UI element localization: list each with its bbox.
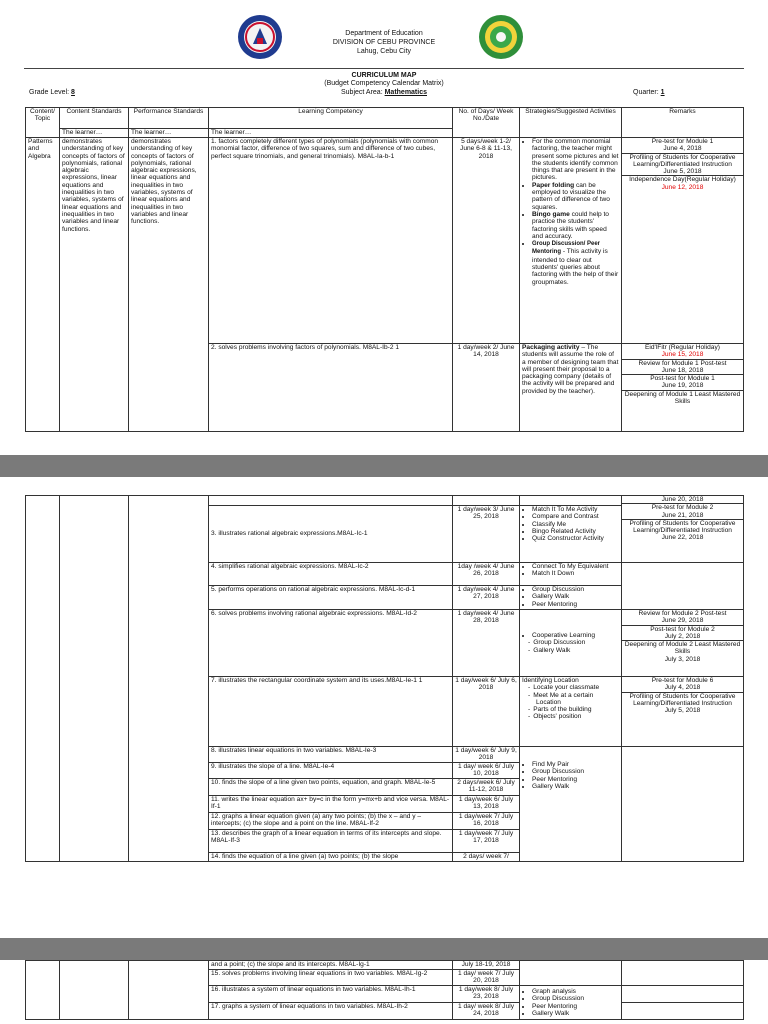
list-item: • Bingo Related Activity (532, 528, 619, 535)
list-item: • Gallery Walk (532, 1010, 619, 1017)
list-item: • Gallery Walk (532, 783, 619, 790)
days-cell: 5 days/week 1-2/ June 6-8 & 11-13, 2018 (453, 138, 520, 344)
col-header-strategies: Strategies/Suggested Activities (520, 108, 622, 138)
header-divider (24, 68, 744, 69)
strategy-list (522, 506, 619, 542)
list-item: • Connect To My Equivalent (532, 563, 619, 570)
remarks-cell (622, 563, 744, 610)
days-cell: 1 day/week 7/ July 17, 2018 (453, 830, 520, 853)
learner-label: The learner… (129, 129, 209, 138)
remark-entry: Review for Module 1 Post-test June 18, 2018 (622, 360, 743, 376)
doc-subtitle: (Budget Competency Calendar Matrix) (324, 80, 444, 87)
remarks-cell (622, 344, 744, 432)
content-standard-cell (60, 496, 129, 862)
quarter-label: Quarter: (633, 89, 659, 96)
remark-entry: Pre-test for Module 1 June 4, 2018 (622, 138, 743, 154)
learner-label: The learner… (209, 129, 453, 138)
remark-entry: Deepening of Module 2 Least Mastered Skills July 3, 2018 (624, 641, 741, 663)
list-item: - Objects' position (536, 713, 619, 720)
remark-entry: Profiling of Students for Cooperative Learning/Differentiated Instruction July 5, 2018 (629, 692, 736, 715)
list-item: • Compare and Contrast (532, 513, 619, 520)
strategies-cell (520, 496, 622, 506)
quarter (633, 89, 665, 96)
document-page-3 (0, 960, 768, 1024)
competency-cell: 9. illustrates the slope of a line. M8AL-Ie-4 (209, 763, 453, 779)
performance-standard-cell (129, 496, 209, 862)
list-item: • Group Discussion (532, 995, 619, 1002)
content-standard-cell: demonstrates understanding of key concepts of factors of polynomials, rational algebraic expressions, linear equations and inequalities in two variables, systems of linear equations and inequalities in two variables and linear functions. (60, 138, 129, 432)
strategies-cell (520, 747, 622, 862)
strategy-list (522, 563, 619, 578)
strategy-list (522, 988, 619, 1017)
list-item: • Group Discussion (532, 768, 619, 775)
learner-label: The learner… (60, 129, 129, 138)
strategies-cell (520, 506, 622, 563)
competency-cell: 15. solves problems involving linear equations in two variables. M8AL-Ig-2 (209, 970, 453, 986)
competency-cell: 6. solves problems involving rational algebraic expressions. M8AL-Id-2 (209, 610, 453, 677)
competency-cell: 7. illustrates the rectangular coordinate system and its uses.M8AL-Ie-1 1 (209, 677, 453, 747)
days-cell: 1 day/week 2/ June 14, 2018 (453, 344, 520, 432)
col-header-competency: Learning Competency (209, 108, 453, 129)
topic-cell (26, 961, 60, 1020)
competency-cell: 10. finds the slope of a line given two points, equation, and graph. M8AL-Ie-5 (209, 779, 453, 796)
strategy-sublist (522, 684, 619, 720)
list-item: - Gallery Walk (536, 647, 619, 654)
strategy-list (522, 632, 619, 639)
list-item: • For the common monomial factoring, the teacher might present some pictures and let the students identify common things that are present in the pictures. (532, 138, 619, 182)
days-cell: 1 day/week 8/ July 23, 2018 (453, 986, 520, 1003)
content-standard-cell (60, 961, 129, 1020)
remark-entry-holiday: Eid'lFitr (Regular Holiday) June 15, 2018 (622, 344, 743, 360)
topic-cell: Patterns and Algebra (26, 138, 60, 432)
competency-cell: 8. illustrates linear equations in two variables. M8AL-Ie-3 (209, 747, 453, 763)
list-item: - Meet Me at a certain Location (536, 692, 619, 707)
days-cell: July 18-19, 2018 (453, 961, 520, 970)
days-cell: 1 day/ week 7/ July 20, 2018 (453, 970, 520, 986)
strategies-cell: Packaging activity – The students will assume the role of a member of designing team that will present their proposal to a packaging company (details of the activity will be prepared and provided by the teacher). (520, 344, 622, 432)
col-header-days: No. of Days/ Week No./Date (453, 108, 520, 138)
document-page-2 (0, 477, 768, 938)
days-cell: 1 day/ week 8/ July 24, 2018 (453, 1003, 520, 1020)
remark-entry: Profiling of Students for Cooperative Learning/Differentiated Instruction June 5, 2018 (622, 154, 743, 177)
list-item: • Cooperative Learning (532, 632, 619, 639)
remark-entry: Deepening of Module 1 Least Mastered Skills (624, 390, 741, 406)
list-item: • Graph analysis (532, 988, 619, 995)
header-division: DIVISION OF CEBU PROVINCE (332, 39, 436, 46)
col-header-topic: Content/ Topic (26, 108, 60, 138)
days-cell: 1 day/week 7/ July 16, 2018 (453, 813, 520, 830)
grade-value: 8 (71, 89, 75, 96)
competency-cell: 13. describes the graph of a linear equation in terms of its intercepts and slope. M8AL-If-3 (209, 830, 453, 853)
strategies-cell: Identifying Location - Locate your classmate - Meet Me at a certain Location - Parts of the building - Objects' position (520, 677, 622, 747)
performance-standard-cell: demonstrates understanding of key concepts of factors of polynomials, rational algebraic expressions, linear equations and inequalities in two variables, systems of linear equations and inequalities in two variables and linear functions. (129, 138, 209, 432)
remarks-cell (622, 138, 744, 344)
quarter-value: 1 (660, 89, 665, 96)
remark-entry: Post-test for Module 2 July 2, 2018 (622, 626, 744, 642)
strategies-cell (520, 961, 622, 986)
remark-entry: Pre-test for Module 2 June 21, 2018 (622, 504, 744, 520)
list-item: • Gallery Walk (532, 593, 619, 600)
list-item: • Paper folding can be employed to visualize the pattern of difference of two squares. (532, 182, 619, 211)
days-cell: 1 day/week 4/ June 27, 2018 (453, 586, 520, 610)
list-item: • Quiz Constructor Activity (532, 535, 619, 542)
curriculum-table-page-2 (25, 495, 744, 862)
col-header-remarks: Remarks (622, 108, 744, 138)
header-location: Lahug, Cebu City (356, 48, 412, 55)
remark-entry: Review for Module 2 Post-test June 29, 2018 (622, 610, 744, 626)
document-page-1 (0, 0, 768, 455)
list-item: - Group Discussion (536, 639, 619, 646)
days-cell: 1 day/week 6/ July 6, 2018 (453, 677, 520, 747)
remark-entry: Post-test for Module 1 June 19, 2018 (622, 375, 743, 391)
list-item: - Locate your classmate (536, 684, 619, 691)
grade-level (29, 89, 75, 96)
competency-cell: 12. graphs a linear equation given (a) any two points; (b) the x – and y – intercepts; (c) the slope and a point on the line. M8AL-If-2 (209, 813, 453, 830)
competency-cell: 3. illustrates rational algebraic expressions.M8AL-Ic-1 (209, 506, 453, 563)
curriculum-table-page-1 (25, 107, 744, 432)
strategies-cell (520, 610, 622, 677)
days-cell: 1 day/ week 6/ July 10, 2018 (453, 763, 520, 779)
competency-cell: 14. finds the equation of a line given (a) two points; (b) the slope (209, 853, 453, 862)
list-item: • Group Discussion (532, 586, 619, 593)
remark-entry: Profiling of Students for Cooperative Learning/Differentiated Instruction June 22, 2018 (629, 519, 736, 542)
remarks-cell (622, 496, 744, 563)
curriculum-table-page-3 (25, 960, 744, 1020)
remarks-cell (622, 1003, 744, 1020)
list-item: • Find My Pair (532, 761, 619, 768)
competency-cell: 4. simplifies rational algebraic expressions. M8AL-Ic-2 (209, 563, 453, 586)
list-item: - Parts of the building (536, 706, 619, 713)
strategy-list (522, 586, 619, 608)
topic-cell (26, 496, 60, 862)
remarks-cell (622, 610, 744, 677)
list-item: • Peer Mentoring (532, 776, 619, 783)
list-item: • Match It To Me Activity (532, 506, 619, 513)
days-cell (453, 496, 520, 506)
days-cell: 2 days/week 6/ July 11-12, 2018 (453, 779, 520, 796)
competency-cell (209, 496, 453, 506)
days-cell: 2 days/ week 7/ (453, 853, 520, 862)
remarks-cell (622, 747, 744, 862)
subject-label: Subject Area: (341, 89, 383, 96)
competency-cell: 2. solves problems involving factors of polynomials. M8AL-Ib-2 1 (209, 344, 453, 432)
strategies-cell (520, 138, 622, 344)
remarks-cell (622, 677, 744, 747)
doc-title: CURRICULUM MAP (351, 72, 417, 79)
competency-cell: and a point; (c) the slope and its intercepts. M8AL-Ig-1 (209, 961, 453, 970)
remarks-cell (622, 961, 744, 986)
competency-cell: 5. performs operations on rational algebraic expressions. M8AL-Ic-d-1 (209, 586, 453, 610)
col-header-content: Content Standards (60, 108, 129, 129)
col-header-performance: Performance Standards (129, 108, 209, 129)
strategy-list (522, 761, 619, 790)
list-item: • Bingo game could help to practice the students' factoring skills with speed and accuracy. (532, 211, 619, 240)
table-row (26, 961, 744, 970)
competency-cell: 17. graphs a system of linear equations in two variables. M8AL-Ih-2 (209, 1003, 453, 1020)
strategies-cell (520, 563, 622, 586)
list-item: • Group Discussion/ Peer Mentoring - This activity is intended to clear out students' queries about factoring with the help of their groupmates. (532, 240, 619, 286)
remark-entry: Pre-test for Module 6 July 4, 2018 (622, 677, 744, 693)
days-cell: 1 day/week 4/ June 28, 2018 (453, 610, 520, 677)
subject-value: Mathematics (384, 89, 427, 96)
remark-entry-holiday: Independence Day(Regular Holiday) June 12, 2018 (629, 176, 736, 191)
grade-label: Grade Level: (29, 89, 70, 96)
strategies-cell (520, 986, 622, 1020)
list-item: • Classify Me (532, 521, 619, 528)
performance-standard-cell (129, 961, 209, 1020)
competency-cell: 1. factors completely different types of polynomials (polynomials with common monomial factor, difference of two squares, sum and difference of two cubes, perfect square trinomials, and general trinomials). M8AL-Ia-b-1 (209, 138, 453, 344)
header-dept: Department of Education (345, 30, 423, 37)
list-item: • Match It Down (532, 570, 619, 577)
competency-cell: 16. illustrates a system of linear equations in two variables. M8AL-Ih-1 (209, 986, 453, 1003)
table-row (26, 138, 744, 344)
days-cell: 1day /week 4/ June 26, 2018 (453, 563, 520, 586)
remarks-cell (622, 986, 744, 1003)
strategy-sublist (522, 639, 619, 654)
strategy-list (522, 138, 619, 286)
strategies-cell (520, 586, 622, 610)
competency-cell: 11. writes the linear equation ax+ by=c in the form y=mx+b and vice versa. M8AL-If-1 (209, 796, 453, 813)
list-item: • Peer Mentoring (532, 601, 619, 608)
remark-entry: June 20, 2018 (622, 496, 744, 504)
days-cell: 1 day/week 3/ June 25, 2018 (453, 506, 520, 563)
days-cell: 1 day/week 6/ July 13, 2018 (453, 796, 520, 813)
list-item: • Peer Mentoring (532, 1003, 619, 1010)
days-cell: 1 day/week 6/ July 9, 2018 (453, 747, 520, 763)
